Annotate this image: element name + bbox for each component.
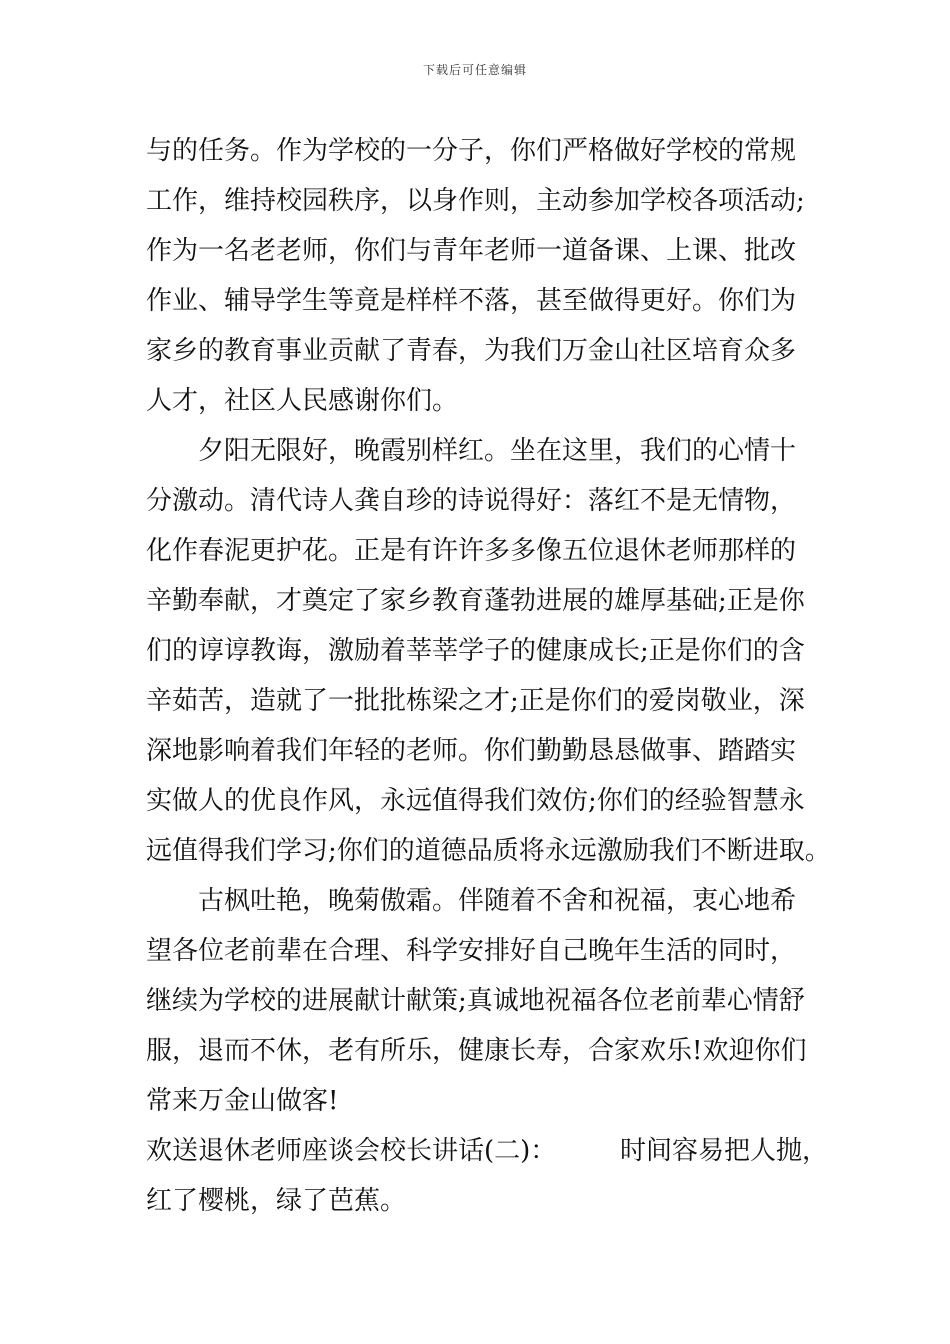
text-line: 远值得我们学习;你们的道德品质将永远激励我们不断进取。 <box>146 836 831 866</box>
section-heading-line <box>146 1134 829 1168</box>
text-line: 红了樱桃，绿了芭蕉。 <box>146 1186 407 1216</box>
text-line: 与的任务。作为学校的一分子，你们严格做好学校的常规 <box>146 136 797 166</box>
text-line: 常来万金山做客! <box>146 1086 339 1116</box>
text-line: 辛勤奉献，才奠定了家乡教育蓬勃进展的雄厚基础;正是你 <box>146 586 805 616</box>
text-line: 作为一名老老师，你们与青年老师一道备课、上课、批改 <box>146 236 797 266</box>
text-segment: 时间容易把人抛， <box>620 1136 829 1166</box>
text-line: 深地影响着我们年轻的老师。你们勤勤恳恳做事、踏踏实 <box>146 736 797 766</box>
text-line: 继续为学校的进展献计献策;真诚地祝福各位老前辈心情舒 <box>146 986 805 1016</box>
text-line: 分激动。清代诗人龚自珍的诗说得好：落红不是无情物， <box>146 486 797 516</box>
text-line: 工作，维持校园秩序，以身作则，主动参加学校各项活动; <box>146 186 805 216</box>
section-heading: 欢送退休老师座谈会校长讲话(二)： <box>146 1136 557 1166</box>
text-line: 辛茹苦，造就了一批批栋梁之才;正是你们的爱岗敬业，深 <box>146 686 805 716</box>
text-line: 家乡的教育事业贡献了青春，为我们万金山社区培育众多 <box>146 336 797 366</box>
text-line: 服，退而不休，老有所乐，健康长寿，合家欢乐!欢迎你们 <box>146 1036 807 1066</box>
paragraph-first-line: 夕阳无限好，晚霞别样红。坐在这里，我们的心情十 <box>198 436 797 466</box>
text-line: 实做人的优良作风，永远值得我们效仿;你们的经验智慧永 <box>146 786 805 816</box>
text-line: 望各位老前辈在合理、科学安排好自己晚年生活的同时， <box>146 936 797 966</box>
text-line: 们的谆谆教诲，激励着莘莘学子的健康成长;正是你们的含 <box>146 636 805 666</box>
text-line: 人才，社区人民感谢你们。 <box>146 386 459 416</box>
paragraph-first-line: 古枫吐艳，晚菊傲霜。伴随着不舍和祝福，衷心地希 <box>198 886 797 916</box>
text-line: 作业、辅导学生等竟是样样不落，甚至做得更好。你们为 <box>146 286 797 316</box>
page-header: 下载后可任意编辑 <box>422 63 527 77</box>
text-line: 化作春泥更护花。正是有许许多多像五位退休老师那样的 <box>146 536 797 566</box>
